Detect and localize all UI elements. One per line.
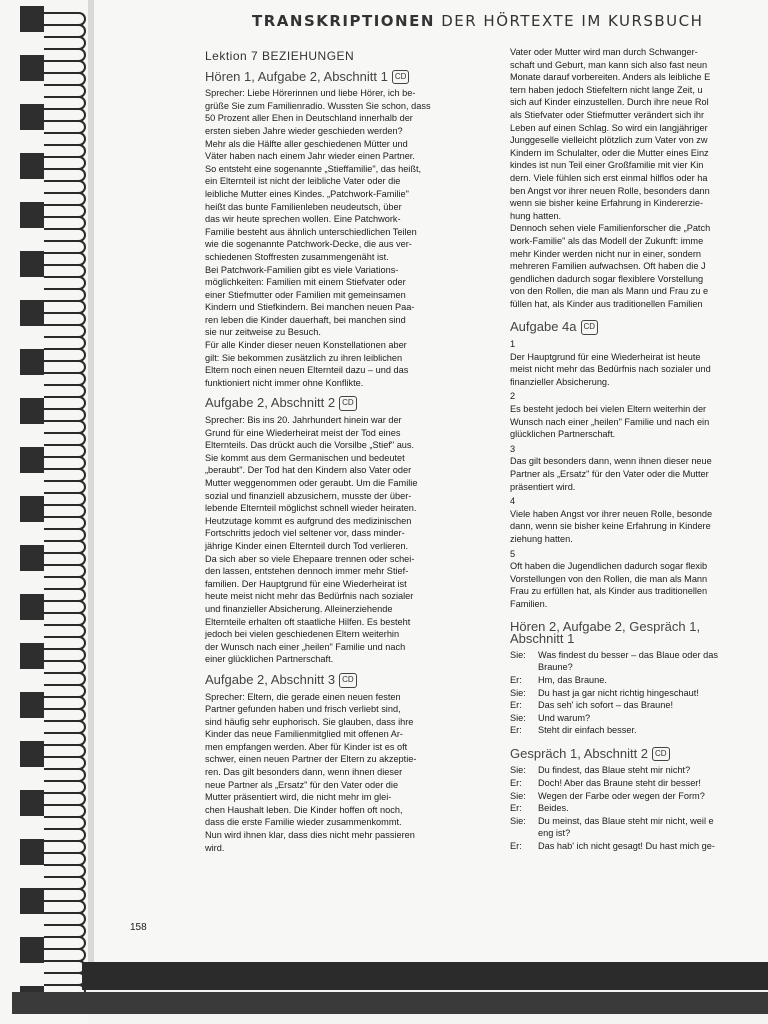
text-line: Frau zu erfüllen hat, als Kinder aus traditionellen bbox=[510, 586, 708, 597]
text-line: gilt: Sie bekommen zusätzlich zu ihren leiblichen bbox=[205, 352, 403, 363]
text-line: dass die erste Familie wieder zusammenkommt. bbox=[205, 817, 402, 828]
speaker: Er: bbox=[510, 700, 522, 711]
text-line: So entsteht eine sogenannte „Stieffamilie", das heißt, bbox=[205, 163, 422, 174]
text-line: sozial und finanziell abzusichern, musste der über- bbox=[205, 490, 412, 501]
text-line: Grund für eine Wiederheirat meist der Tod eines bbox=[205, 427, 401, 438]
dialog-line bbox=[510, 777, 768, 790]
speaker: Er: bbox=[510, 841, 522, 852]
utterance: Braune? bbox=[538, 662, 573, 673]
text-line: den lassen, entstehen dennoch immer mehr Stief- bbox=[205, 566, 409, 577]
section-text bbox=[510, 46, 768, 310]
speaker: Er: bbox=[510, 803, 522, 814]
text-line: Sprecher: Eltern, die gerade einen neuen festen bbox=[205, 691, 401, 702]
text-line: work-Familie" als das Modell der Zukunft: imme bbox=[510, 235, 704, 246]
text-line: Kinder das neue Familienmitglied mit offenen Ar- bbox=[205, 729, 403, 740]
text-line: Fortschritts jedoch viel seltener vor, dass minder- bbox=[205, 528, 405, 539]
section-heading-hoeren1 bbox=[205, 70, 480, 85]
text-line: ren. Das gilt besonders dann, wenn ihnen dieser bbox=[205, 767, 403, 778]
text-line: präsentiert wird. bbox=[510, 481, 576, 492]
section-text bbox=[205, 414, 480, 666]
text-line: Elternteils. Das drückt auch die Vorsilbe „Stief" aus. bbox=[205, 440, 415, 451]
page-header bbox=[252, 12, 703, 30]
heading-text: Aufgabe 2, Abschnitt 3 bbox=[205, 671, 336, 687]
text-line: familien. Der Hauptgrund für eine Wiederheirat ist bbox=[205, 578, 407, 589]
text-line: jährige Kinder einen Elternteil durch Tod verlieren. bbox=[205, 540, 409, 551]
item-number: 1 bbox=[510, 339, 516, 350]
text-line: Elternteile erhalten oft staatliche Hilfen. Es besteht bbox=[205, 616, 411, 627]
dialog-line bbox=[510, 699, 768, 712]
utterance: Beides. bbox=[538, 803, 569, 814]
text-line: Sprecher: Liebe Hörerinnen und liebe Hörer, ich be- bbox=[205, 88, 416, 99]
text-line: dann, wenn sie bisher keine Erfahrung in Kindere bbox=[510, 521, 711, 532]
binding-hole bbox=[20, 937, 44, 963]
binding-hole bbox=[20, 398, 44, 424]
heading-text: Aufgabe 4a bbox=[510, 319, 577, 335]
speaker: Er: bbox=[510, 778, 522, 789]
text-line: finanzieller Absicherung. bbox=[510, 376, 610, 387]
text-line: Sprecher: Bis ins 20. Jahrhundert hinein war der bbox=[205, 415, 402, 426]
text-line: Wunsch nach einer „heilen" Familie und nach ein bbox=[510, 416, 710, 427]
dialog-line bbox=[510, 815, 768, 828]
text-line: Viele haben Angst vor ihrer neuen Rolle, besonde bbox=[510, 508, 713, 519]
text-line: Das gilt besonders dann, wenn ihnen dieser neue bbox=[510, 456, 712, 467]
binding-hole bbox=[20, 6, 44, 32]
binding-hole bbox=[20, 251, 44, 277]
text-line: Kindern im Schulalter, oder die Mutter eines Einz bbox=[510, 147, 709, 158]
utterance: Steht dir einfach besser. bbox=[538, 725, 637, 736]
text-line: Familien. bbox=[510, 598, 548, 609]
speaker: Sie: bbox=[510, 687, 526, 698]
utterance: Wegen der Farbe oder wegen der Form? bbox=[538, 790, 705, 801]
text-line: und finanzieller Absicherung. Alleinerziehende bbox=[205, 603, 393, 614]
text-line: Kindern und Stiefkindern. Bei manchen neuen Paa- bbox=[205, 302, 415, 313]
text-line: grüße Sie zum Familienradio. Wussten Sie schon, dass bbox=[205, 100, 431, 111]
text-line: leibliche Mutter eines Kindes. „Patchwork-Familie" bbox=[205, 188, 409, 199]
heading-text: Abschnitt 1 bbox=[510, 631, 575, 647]
scan-shadow-bar bbox=[12, 992, 768, 1014]
text-line: heißt das bunte Familienleben neudeutsch, über bbox=[205, 201, 402, 212]
text-line: Bei Patchwork-Familien gibt es viele Variations- bbox=[205, 264, 399, 275]
dialog-line bbox=[510, 724, 768, 737]
text-line: Vorstellungen von den Rollen, die man als Mann bbox=[510, 573, 708, 584]
text-line: der Wunsch nach einer „heilen" Familie und nach bbox=[205, 641, 406, 652]
text-line: Es besteht jedoch bei vielen Eltern weiterhin der bbox=[510, 404, 707, 415]
text-line: wird. bbox=[205, 842, 225, 853]
text-line: Leben auf einen Schlag. So wird ein langjähriger bbox=[510, 122, 708, 133]
text-line: Familie besteht aus ähnlich unterschiedlichen Teilen bbox=[205, 226, 417, 237]
text-line: füllen hat, als Kinder aus traditionellen Familien bbox=[510, 298, 703, 309]
item-number: 3 bbox=[510, 443, 516, 454]
section-heading-hoeren2 bbox=[510, 618, 768, 647]
heading-text: Hören 2, Aufgabe 2, Gespräch 1, bbox=[510, 618, 701, 634]
text-line: Mutter präsentiert wird, die nicht mehr im glei- bbox=[205, 792, 392, 803]
text-line: lebende Elternteil möglichst schnell wieder heiraten. bbox=[205, 503, 417, 514]
text-line: Sie kommt aus dem Germanischen und bedeutet bbox=[205, 452, 405, 463]
section-text bbox=[205, 691, 480, 855]
text-line: meist nicht mehr das Bedürfnis nach sozialer und bbox=[510, 364, 711, 375]
binding-hole bbox=[20, 790, 44, 816]
binding-hole bbox=[20, 447, 44, 473]
lesson-title: Lektion 7 BEZIEHUNGEN bbox=[205, 49, 355, 63]
text-line: ren leben die Kinder dauerhaft, bei manchen sind bbox=[205, 314, 406, 325]
text-line: mehreren Familien aufwachsen. Oft haben die J bbox=[510, 261, 706, 272]
binding-hole bbox=[20, 888, 44, 914]
binding-hole bbox=[20, 692, 44, 718]
text-line: sie nur zeitweise zu Besuch. bbox=[205, 327, 321, 338]
text-line: chen Haushalt leben. Die Kinder hoffen oft noch, bbox=[205, 804, 403, 815]
item-number: 5 bbox=[510, 548, 516, 559]
dialog-line bbox=[510, 790, 768, 803]
text-line: Partner gefunden haben und frisch verliebt sind, bbox=[205, 704, 401, 715]
section-heading-aufgabe4a bbox=[510, 320, 768, 335]
cd-icon: CD bbox=[339, 673, 357, 688]
left-column bbox=[205, 50, 480, 854]
text-line: Dennoch sehen viele Familienforscher die „Patch bbox=[510, 223, 711, 234]
utterance: eng ist? bbox=[538, 828, 571, 839]
text-line: Da sich aber so viele Ehepaare trennen oder schei- bbox=[205, 553, 415, 564]
dialog-line bbox=[510, 661, 768, 674]
heading-text: Hören 1, Aufgabe 2, Abschnitt 1 bbox=[205, 68, 388, 84]
text-line: tern haben jedoch Stiefeltern nicht lange Zeit, u bbox=[510, 84, 703, 95]
text-line: ben Angst vor ihrer neuen Rolle, besonders dann bbox=[510, 185, 710, 196]
text-line: mehr Kinder werden nicht nur in einer, sondern bbox=[510, 248, 702, 259]
text-line: einer glücklichen Partnerschaft. bbox=[205, 654, 334, 665]
utterance: Das hab' ich nicht gesagt! Du hast mich ge- bbox=[538, 841, 715, 852]
text-line: Nun wird ihnen klar, dass dies nicht mehr passieren bbox=[205, 830, 415, 841]
scan-shadow-bar bbox=[82, 962, 768, 990]
binding-hole bbox=[20, 153, 44, 179]
dialog-line bbox=[510, 802, 768, 815]
speaker: Sie: bbox=[510, 712, 526, 723]
text-line: Mehr als die Hälfte aller geschiedenen Mütter und bbox=[205, 138, 408, 149]
text-line: möglichkeiten: Familien mit einem Stiefvater oder bbox=[205, 277, 406, 288]
dialog-line bbox=[510, 764, 768, 777]
page-gutter-shadow bbox=[88, 0, 94, 968]
cd-icon: CD bbox=[339, 396, 357, 411]
text-line: Der Hauptgrund für eine Wiederheirat ist heute bbox=[510, 351, 701, 362]
text-line: heute meist nicht mehr das Bedürfnis nach sozialer bbox=[205, 591, 414, 602]
speaker: Sie: bbox=[510, 765, 526, 776]
speaker: Sie: bbox=[510, 815, 526, 826]
text-line: jedoch bei vielen geschiedenen Eltern weiterhin bbox=[205, 629, 400, 640]
text-line: Junggeselle vielleicht plötzlich zum Vater von zw bbox=[510, 135, 708, 146]
utterance: Du findest, das Blaue steht mir nicht? bbox=[538, 765, 691, 776]
text-line: Heutzutage kommt es aufgrund des medizinischen bbox=[205, 515, 412, 526]
item-number: 4 bbox=[510, 496, 516, 507]
text-line: ziehung hatten. bbox=[510, 533, 573, 544]
dialog-line bbox=[510, 649, 768, 662]
speaker: Sie: bbox=[510, 649, 526, 660]
text-line: funktioniert nicht immer ohne Konflikte. bbox=[205, 377, 364, 388]
text-line: von den Rollen, die man als Mann und Frau zu e bbox=[510, 286, 709, 297]
utterance: Doch! Aber das Braune steht dir besser! bbox=[538, 778, 701, 789]
binding-hole bbox=[20, 594, 44, 620]
binding-hole bbox=[20, 202, 44, 228]
utterance: Hm, das Braune. bbox=[538, 674, 607, 685]
text-line: Partner als „Ersatz" für den Vater oder die Mutter bbox=[510, 469, 709, 479]
dialog bbox=[510, 649, 768, 737]
text-line: wie die sogenannte Patchwork-Decke, die aus ver- bbox=[205, 239, 412, 250]
text-line: 50 Prozent aller Ehen in Deutschland innerhalb der bbox=[205, 113, 413, 124]
text-line: schwer, einen neuen Partner der Eltern zu akzeptie- bbox=[205, 754, 417, 765]
text-line: Mutter weggenommen oder geraubt. Um die Familie bbox=[205, 478, 418, 488]
speaker: Er: bbox=[510, 674, 522, 685]
section-heading-abschnitt3 bbox=[205, 673, 480, 688]
text-line: sind häufig sehr euphorisch. Sie glauben, dass ihre bbox=[205, 716, 414, 727]
binding-hole bbox=[20, 104, 44, 130]
text-line: Monate darauf vorbereiten. Anders als leibliche E bbox=[510, 72, 711, 83]
right-column bbox=[510, 46, 768, 853]
section-heading-gespraech1 bbox=[510, 747, 768, 762]
text-line: das wir heute sprechen wollen. Eine Patchwork- bbox=[205, 214, 401, 225]
text-line: Eltern noch einen neuen Elternteil dazu – und das bbox=[205, 365, 409, 376]
heading-text: Aufgabe 2, Abschnitt 2 bbox=[205, 395, 336, 411]
text-line: Väter haben nach einem Jahr wieder einen Partner. bbox=[205, 151, 415, 162]
utterance: Du meinst, das Blaue steht mir nicht, weil e bbox=[538, 815, 714, 826]
text-line: schaft und Geburt, man kann sich also fast neun bbox=[510, 59, 708, 70]
binding-hole bbox=[20, 349, 44, 375]
text-line: ein Elternteil ist nicht der leibliche Vater oder die bbox=[205, 176, 401, 187]
cd-icon: CD bbox=[581, 320, 599, 335]
text-line: glücklichen Partnerschaft. bbox=[510, 429, 616, 440]
binding-hole bbox=[20, 643, 44, 669]
utterance: Und warum? bbox=[538, 712, 591, 723]
dialog bbox=[510, 764, 768, 852]
header-title-bold: TRANSKRIPTIONEN bbox=[252, 12, 435, 30]
text-line: wenn sie bisher keine Erfahrung in Kindererzie- bbox=[510, 198, 704, 209]
speaker bbox=[510, 827, 538, 840]
text-line: hung hatten. bbox=[510, 210, 562, 221]
section-text bbox=[205, 87, 480, 389]
dialog-line bbox=[510, 827, 768, 840]
binding-hole bbox=[20, 55, 44, 81]
dialog-line bbox=[510, 687, 768, 700]
text-line: sich auf Kinder einzustellen. Durch ihre neue Rol bbox=[510, 97, 709, 108]
utterance: Du hast ja gar nicht richtig hingeschaut! bbox=[538, 687, 699, 698]
text-line: als Stiefvater oder Stiefmutter verändert sich ihr bbox=[510, 109, 705, 120]
text-line: „beraubt". Der Tod hat den Kindern also Vater oder bbox=[205, 465, 412, 476]
header-title-rest: DER HÖRTEXTE IM KURSBUCH bbox=[441, 12, 704, 30]
text-line: dern. Viele fühlen sich erst einmal hilflos oder ha bbox=[510, 172, 708, 183]
item-number: 2 bbox=[510, 391, 516, 402]
text-line: Für alle Kinder dieser neuen Konstellationen aber bbox=[205, 340, 407, 351]
section-heading-abschnitt2 bbox=[205, 396, 480, 411]
dialog-line bbox=[510, 840, 768, 853]
text-line: einer Stiefmutter oder Familien mit gemeinsamen bbox=[205, 289, 406, 300]
text-line: schiedenen Stoffresten zusammengenäht ist. bbox=[205, 251, 389, 262]
binding-hole bbox=[20, 741, 44, 767]
speaker: Er: bbox=[510, 725, 522, 736]
heading-text: Gespräch 1, Abschnitt 2 bbox=[510, 745, 649, 761]
dialog-line bbox=[510, 674, 768, 687]
text-line: gendlichen dadurch sogar flexiblere Vorstellung bbox=[510, 273, 704, 284]
cd-icon: CD bbox=[652, 747, 670, 762]
speaker bbox=[510, 661, 538, 674]
text-line: Oft haben die Jugendlichen dadurch sogar flexib bbox=[510, 561, 708, 572]
binding-hole bbox=[20, 300, 44, 326]
text-line: ersten sieben Jahre wieder geschieden werden? bbox=[205, 125, 403, 136]
page-number: 158 bbox=[130, 922, 147, 933]
binding-hole bbox=[20, 496, 44, 522]
utterance: Das seh' ich sofort – das Braune! bbox=[538, 700, 674, 711]
speaker: Sie: bbox=[510, 790, 526, 801]
spiral-binding bbox=[0, 0, 88, 1024]
numbered-list bbox=[510, 338, 768, 610]
text-line: neue Partner als „Ersatz" für den Vater oder die bbox=[205, 779, 399, 790]
text-line: kindes ist nun Teil einer Großfamilie mit vier Kin bbox=[510, 160, 704, 171]
binding-hole bbox=[20, 545, 44, 571]
text-line: men empfangen werden. Aber für Kinder ist es oft bbox=[205, 741, 408, 752]
utterance: Was findest du besser – das Blaue oder das bbox=[538, 649, 718, 660]
text-line: Vater oder Mutter wird man durch Schwanger- bbox=[510, 47, 698, 57]
cd-icon: CD bbox=[392, 70, 410, 85]
dialog-line bbox=[510, 712, 768, 725]
binding-hole bbox=[20, 839, 44, 865]
